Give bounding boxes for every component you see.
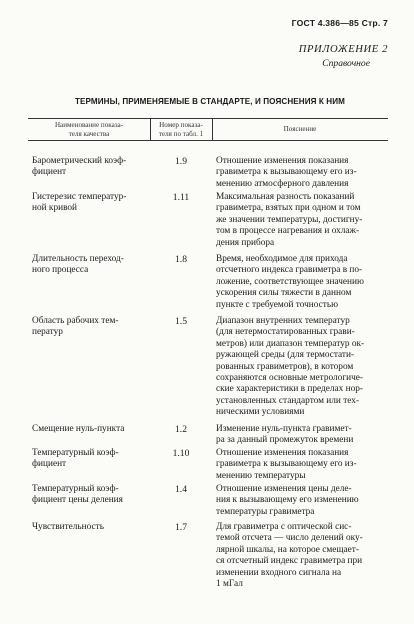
header-note-line: Пояснение	[283, 125, 317, 133]
header-note	[212, 125, 388, 134]
term-name-line: Длительность переход-	[32, 254, 124, 264]
term-name-line: фициент	[32, 459, 67, 470]
explanation-line: Максимальная разность показаний	[216, 192, 355, 202]
explanation-line: ские характеристики в пределах нор-	[216, 384, 363, 395]
explanation-line: ускорения силы тяжести в данном	[216, 288, 352, 299]
term-name	[32, 522, 148, 533]
explanation-line: пункте с требуемой точностью	[216, 299, 339, 310]
explanation-line: Время, необходимое для прихода	[216, 254, 348, 264]
explanation-line: Отношение изменения цены деле-	[216, 484, 352, 494]
explanation-line: рованных гравиметров), в котором	[216, 361, 354, 372]
explanation-line: (для нетермостатированных грави-	[216, 327, 355, 338]
term-explanation	[216, 254, 386, 311]
term-number: 1.7	[175, 522, 187, 533]
explanation-line: ра за данный промежуток времени	[216, 435, 354, 446]
term-name	[32, 448, 148, 471]
explanation-line: температуры гравиметра	[216, 506, 315, 517]
term-name	[32, 254, 148, 277]
explanation-line: ническими условиями	[216, 407, 305, 418]
term-name-line: Барометрический коэф-	[32, 156, 127, 166]
header-bottom-rule	[28, 140, 388, 141]
explanation-line: Изменение нуль-пункта гравимет-	[216, 424, 352, 434]
explanation-line: лярной шкалы, на которое смещает-	[216, 544, 359, 555]
term-name	[32, 156, 148, 179]
term-name-line: Температурный коэф-	[32, 448, 119, 458]
explanation-line: ружающей среды (для термостати-	[216, 350, 355, 361]
term-explanation	[216, 484, 386, 518]
explanation-line: же значении температуры, достигну-	[216, 214, 363, 225]
appendix-title: ПРИЛОЖЕНИЕ 2	[298, 44, 388, 55]
term-name	[32, 484, 148, 507]
explanation-line: темой отсчета — число делений оку-	[216, 533, 363, 544]
explanation-line: Для гравиметра с оптической сис-	[216, 522, 352, 532]
explanation-line: гравиметра, взятых при одном и том	[216, 203, 361, 214]
term-name	[32, 424, 148, 435]
term-name-line: ной кривой	[32, 203, 78, 214]
term-number: 1.8	[175, 254, 187, 265]
term-explanation	[216, 448, 386, 482]
term-explanation	[216, 316, 386, 419]
explanation-line: сохраняются основные метрологиче-	[216, 373, 363, 384]
term-name-line: фициент	[32, 167, 67, 178]
header-name-line: теля качества	[68, 130, 110, 138]
term-name-line: Температурный коэф-	[32, 484, 119, 494]
term-name-line: Смещение нуль-пункта	[32, 424, 125, 434]
term-name	[32, 316, 148, 339]
header-name-line: Наименование показа-	[54, 121, 124, 129]
term-explanation	[216, 156, 386, 190]
explanation-line: Отношение изменения показания	[216, 448, 349, 458]
explanation-line: гравиметра к вызывающему его из-	[216, 167, 357, 178]
term-explanation	[216, 192, 386, 249]
term-number: 1.10	[172, 448, 190, 459]
header-number-line: теля по табл. 1	[158, 130, 204, 138]
header-number-line: Номер показа-	[159, 121, 203, 129]
explanation-line: установленных стандартом или тех-	[216, 395, 360, 406]
table-top-rule	[28, 118, 388, 119]
term-number: 1.4	[175, 484, 187, 495]
explanation-line: ся отсчетный индекс гравиметра при	[216, 556, 363, 567]
header-name	[28, 121, 150, 139]
explanation-line: Диапазон внутренних температур	[216, 316, 350, 326]
term-name-line: Область рабочих тем-	[32, 316, 119, 326]
term-explanation	[216, 522, 386, 590]
term-name-line: ного процесса	[32, 265, 89, 276]
term-number: 1.2	[175, 424, 187, 435]
explanation-line: Отношение изменения показания	[216, 156, 349, 166]
term-number: 1.5	[175, 316, 187, 327]
explanation-line: метров) или диапазон температур ок-	[216, 338, 365, 349]
document-title: ТЕРМИНЫ, ПРИМЕНЯЕМЫЕ В СТАНДАРТЕ, И ПОЯСНЕНИЯ К НИМ	[74, 97, 345, 106]
appendix-subtitle: Справочное	[322, 58, 370, 69]
term-name-line: ператур	[32, 327, 63, 338]
term-name-line: Гистерезис температур-	[32, 192, 127, 202]
explanation-line: ложение, соответствующее значению	[216, 276, 364, 287]
explanation-line: 1 мГал	[216, 579, 243, 590]
explanation-line: менению атмосферного давления	[216, 178, 349, 189]
explanation-line: отсчетного индекса гравиметра в по-	[216, 265, 363, 276]
header-number	[150, 121, 212, 139]
term-name-line: Чувствительность	[32, 522, 104, 532]
explanation-line: том в процессе нагревания и охлаж-	[216, 226, 360, 237]
explanation-line: изменении входного сигнала на	[216, 567, 342, 578]
term-explanation	[216, 424, 386, 447]
term-name	[32, 192, 148, 215]
explanation-line: ния к вызывающему его изменению	[216, 495, 359, 506]
term-number: 1.9	[175, 156, 187, 167]
explanation-line: дения прибора	[216, 237, 275, 248]
explanation-line: менению температуры	[216, 470, 306, 481]
page-header: ГОСТ 4.386—85 Стр. 7	[291, 18, 388, 28]
term-name-line: фициент цены деления	[32, 495, 123, 506]
term-number: 1.11	[172, 192, 190, 203]
explanation-line: гравиметра к вызывающему его из-	[216, 459, 357, 470]
